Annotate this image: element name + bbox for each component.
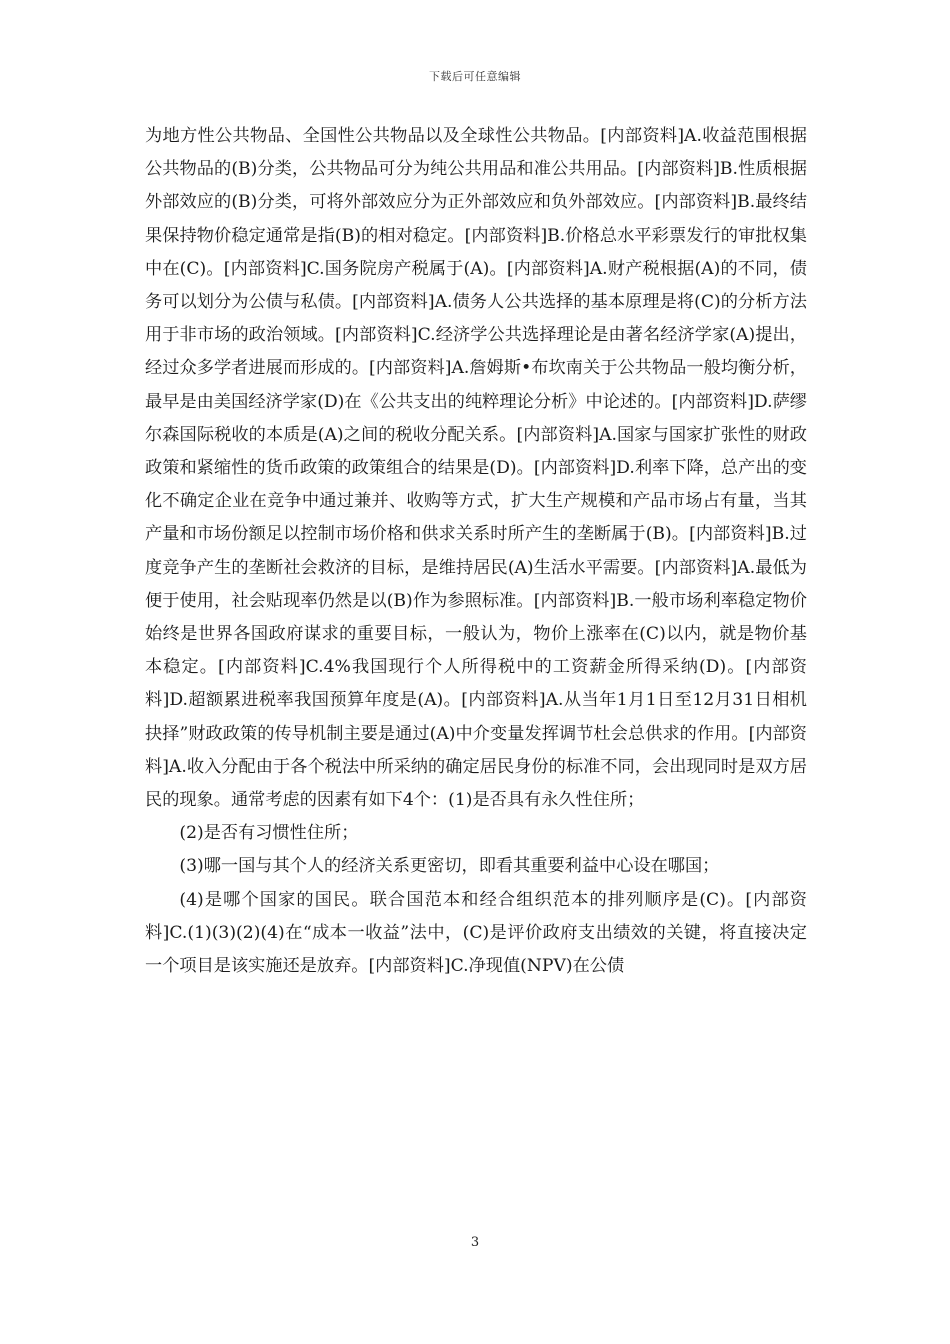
document-body [145,120,807,983]
page-header: 下载后可任意编辑 [429,70,521,83]
page-number: 3 [470,1235,480,1250]
paragraph: (3)哪一国与其个人的经济关系更密切，即看其重要利益中心设在哪国； [179,856,720,877]
paragraph: (4)是哪个国家的国民。联合国范本和经合组织范本的排列顺序是(C)。[内部资料]C.(1)(3)(2)(4)在“成本一收益”法中，(C)是评价政府支出绩效的关键，将直接决定一个项目是该实施还是放弃。[内部资料]C.净现值(NPV)在公债 [145,889,807,977]
paragraph: (2)是否有习惯性住所； [179,823,359,844]
paragraph: 为地方性公共物品、全国性公共物品以及全球性公共物品。[内部资料]A.收益范围根据公共物品的(B)分类，公共物品可分为纯公共用品和准公共用品。[内部资料]B.性质根据外部效应的(B)分类，可将外部效应分为正外部效应和负外部效应。[内部资料]B.最终结果保持物价稳定通常是指(B)的相对稳定。[内部资料]B.价格总水平彩票发行的审批权集中在(C)。[内部资料]C.国务院房产税属于(A)。[内部资料]A.财产税根据(A)的不同，债务可以划分为公债与私债。[内部资料]A.债务人公共选择的基本原理是将(C)的分析方法用于非市场的政治领域。[内部资料]C.经济学公共选择理论是由著名经济学家(A)提出，经过众多学者进展而形成的。[内部资料]A.詹姆斯•布坎南关于公共物品一般均衡分析，最早是由美国经济学家(D)在《公共支出的纯粹理论分析》中论述的。[内部资料]D.萨缪尔森国际税收的本质是(A)之间的税收分配关系。[内部资料]A.国家与国家扩张性的财政政策和紧缩性的货币政策的政策组合的结果是(D)。[内部资料]D.利率下降，总产出的变化不确定企业在竞争中通过兼并、收购等方式，扩大生产规模和产品市场占有量，当其产量和市场份额足以控制市场价格和供求关系时所产生的垄断属于(B)。[内部资料]B.过度竞争产生的垄断社会救济的目标，是维持居民(A)生活水平需要。[内部资料]A.最低为便于使用，社会贴现率仍然是以(B)作为参照标准。[内部资料]B.一般市场利率稳定物价始终是世界各国政府谋求的重要目标，一般认为，物价上涨率在(C)以内，就是物价基本稳定。[内部资料]C.4%我国现行个人所得税中的工资薪金所得采纳(D)。[内部资料]D.超额累进税率我国预算年度是(A)。[内部资料]A.从当年1月1日至12月31日相机抉择”财政政策的传导机制主要是通过(A)中介变量发挥调节杜会总供求的作用。[内部资料]A.收入分配由于各个税法中所采纳的确定居民身份的标准不同，会出现同时是双方居民的现象。通常考虑的因素有如下4个：(1)是否具有永久性住所； [145,126,807,811]
